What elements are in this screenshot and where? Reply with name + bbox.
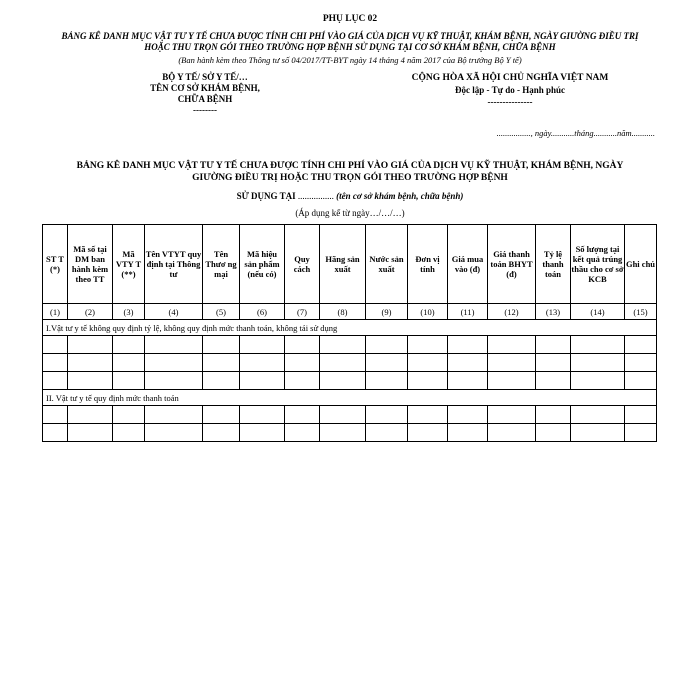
used-at-line: [40, 191, 660, 201]
column-header: Tỷ lệ thanh toán: [536, 225, 571, 304]
used-at-dots: ................: [295, 191, 337, 201]
table-cell: [113, 336, 145, 354]
used-at-hint: (tên cơ sở khám bệnh, chữa bệnh): [336, 191, 464, 201]
column-header: Giá mua vào (đ): [448, 225, 488, 304]
table-cell: [240, 354, 285, 372]
table-cell: [448, 354, 488, 372]
column-number: (12): [488, 304, 536, 320]
table-cell: [625, 372, 657, 390]
table-cell: [203, 372, 240, 390]
table-cell: [320, 424, 366, 442]
section-title: II. Vật tư y tế quy định mức thanh toán: [43, 390, 657, 406]
table-cell: [43, 406, 68, 424]
date-line: ................, ngày...........tháng...........năm...........: [496, 128, 655, 138]
main-title-line-2: GIƯỜNG ĐIỀU TRỊ HOẶC THU TRỌN GÓI THEO TRƯỜNG HỢP BỆNH: [192, 173, 508, 183]
table-cell: [571, 336, 625, 354]
table-cell: [145, 354, 203, 372]
column-header: Quy cách: [285, 225, 320, 304]
column-number: (8): [320, 304, 366, 320]
subtitle-line-1: BẢNG KÊ DANH MỤC VẬT TƯ Y TẾ CHƯA ĐƯỢC TÍNH CHI PHÍ VÀO GIÁ CỦA DỊCH VỤ KỸ THUẬT, KHÁM BỆNH, NGÀY GIƯỜNG ĐIỀU TRỊ: [61, 31, 639, 41]
national-header: [390, 72, 630, 108]
column-number-row: [43, 304, 657, 320]
table-cell: [68, 406, 113, 424]
column-header: Nước sản xuất: [366, 225, 408, 304]
table-cell: [488, 336, 536, 354]
table-cell: [113, 406, 145, 424]
supplies-table: [42, 224, 657, 442]
main-title: [40, 160, 660, 184]
table-row: [43, 354, 657, 372]
table-cell: [488, 372, 536, 390]
table-cell: [366, 336, 408, 354]
table-cell: [366, 372, 408, 390]
table-header-row: [43, 225, 657, 304]
table-cell: [625, 354, 657, 372]
country-name: CỘNG HÒA XÃ HỘI CHỦ NGHĨA VIỆT NAM: [411, 73, 609, 83]
table-cell: [408, 354, 448, 372]
appendix-title: PHỤ LỤC 02: [322, 14, 378, 24]
table-cell: [536, 424, 571, 442]
column-number: (4): [145, 304, 203, 320]
column-header: ST T (*): [43, 225, 68, 304]
table-cell: [408, 424, 448, 442]
table-cell: [203, 354, 240, 372]
table-row: [43, 424, 657, 442]
column-header: Mã hiệu sản phẩm (nếu có): [240, 225, 285, 304]
column-header: Tên Thươ ng mại: [203, 225, 240, 304]
table-cell: [448, 336, 488, 354]
table-cell: [571, 354, 625, 372]
column-header: Ghi chú: [625, 225, 657, 304]
table-cell: [448, 372, 488, 390]
column-header: Số lượng tại kết quả trúng thầu cho cơ sở KCB: [571, 225, 625, 304]
section-row: [43, 320, 657, 336]
table-cell: [320, 336, 366, 354]
table-cell: [320, 354, 366, 372]
issued-note: (Ban hành kèm theo Thông tư số 04/2017/TT-BYT ngày 14 tháng 4 năm 2017 của Bộ trưởng Bộ Y tế): [178, 55, 522, 65]
table-cell: [408, 372, 448, 390]
table-cell: [366, 406, 408, 424]
national-divider: ---------------: [487, 97, 533, 107]
table-cell: [203, 336, 240, 354]
table-cell: [488, 424, 536, 442]
table-cell: [240, 406, 285, 424]
table-row: [43, 372, 657, 390]
table-cell: [68, 372, 113, 390]
table-cell: [240, 424, 285, 442]
column-number: (15): [625, 304, 657, 320]
apply-date-line: (Áp dụng kể từ ngày…/…/…): [295, 208, 405, 218]
column-number: (5): [203, 304, 240, 320]
table-cell: [366, 424, 408, 442]
column-number: (14): [571, 304, 625, 320]
table-cell: [408, 406, 448, 424]
table-cell: [625, 424, 657, 442]
table-cell: [285, 336, 320, 354]
table-cell: [408, 336, 448, 354]
column-header: Hãng sản xuất: [320, 225, 366, 304]
column-number: (3): [113, 304, 145, 320]
table-cell: [240, 336, 285, 354]
column-header: Đơn vị tính: [408, 225, 448, 304]
table-cell: [625, 406, 657, 424]
table-cell: [488, 354, 536, 372]
column-number: (11): [448, 304, 488, 320]
column-header: Tên VTYT quy định tại Thông tư: [145, 225, 203, 304]
table-cell: [285, 354, 320, 372]
table-cell: [536, 406, 571, 424]
table-cell: [571, 372, 625, 390]
table-row: [43, 406, 657, 424]
table-cell: [43, 336, 68, 354]
country-motto: Độc lập - Tự do - Hạnh phúc: [454, 85, 565, 95]
table-cell: [448, 424, 488, 442]
column-header: Mã VTY T (**): [113, 225, 145, 304]
table-cell: [536, 336, 571, 354]
column-number: (7): [285, 304, 320, 320]
table-cell: [285, 372, 320, 390]
table-cell: [366, 354, 408, 372]
table-row: [43, 336, 657, 354]
ministry-divider: --------: [193, 105, 217, 115]
table-cell: [488, 406, 536, 424]
ministry-line: BỘ Y TẾ/ SỞ Y TẾ/…: [162, 72, 248, 82]
subtitle-line-2: HOẶC THU TRỌN GÓI THEO TRƯỜNG HỢP BỆNH SỬ DỤNG TẠI CƠ SỞ KHÁM BỆNH, CHỮA BỆNH: [144, 42, 556, 52]
table-cell: [448, 406, 488, 424]
table-cell: [145, 424, 203, 442]
table-cell: [113, 372, 145, 390]
table-cell: [536, 372, 571, 390]
table-cell: [571, 406, 625, 424]
table-cell: [43, 424, 68, 442]
table-cell: [113, 424, 145, 442]
table-cell: [113, 354, 145, 372]
table-cell: [240, 372, 285, 390]
column-number: (2): [68, 304, 113, 320]
facility-line: TÊN CƠ SỞ KHÁM BỆNH,: [150, 83, 260, 93]
column-number: (9): [366, 304, 408, 320]
table-cell: [43, 372, 68, 390]
table-cell: [536, 354, 571, 372]
column-number: (6): [240, 304, 285, 320]
facility-line-2: CHỮA BỆNH: [177, 94, 233, 104]
table-cell: [285, 424, 320, 442]
table-cell: [145, 406, 203, 424]
section-row: [43, 390, 657, 406]
used-at-label: SỬ DỤNG TẠI: [236, 191, 296, 201]
table-cell: [320, 406, 366, 424]
table-cell: [203, 406, 240, 424]
table-cell: [68, 336, 113, 354]
table-cell: [203, 424, 240, 442]
table-cell: [285, 406, 320, 424]
column-header: Mã số tại DM ban hành kèm theo TT: [68, 225, 113, 304]
column-header: Giá thanh toán BHYT (đ): [488, 225, 536, 304]
section-title: I.Vật tư y tế không quy định tỷ lệ, không quy định mức thanh toán, không tái sử dụng: [43, 320, 657, 336]
table-cell: [145, 372, 203, 390]
table-cell: [145, 336, 203, 354]
table-cell: [625, 336, 657, 354]
table-cell: [571, 424, 625, 442]
table-cell: [68, 424, 113, 442]
table-cell: [43, 354, 68, 372]
ministry-header: [110, 72, 300, 116]
column-number: (10): [408, 304, 448, 320]
column-number: (13): [536, 304, 571, 320]
table-cell: [320, 372, 366, 390]
column-number: (1): [43, 304, 68, 320]
table-cell: [68, 354, 113, 372]
main-title-line-1: BẢNG KÊ DANH MỤC VẬT TƯ Y TẾ CHƯA ĐƯỢC TÍNH CHI PHÍ VÀO GIÁ CỦA DỊCH VỤ KỸ THUẬT, KHÁM BỆNH, NGÀY: [76, 161, 624, 171]
